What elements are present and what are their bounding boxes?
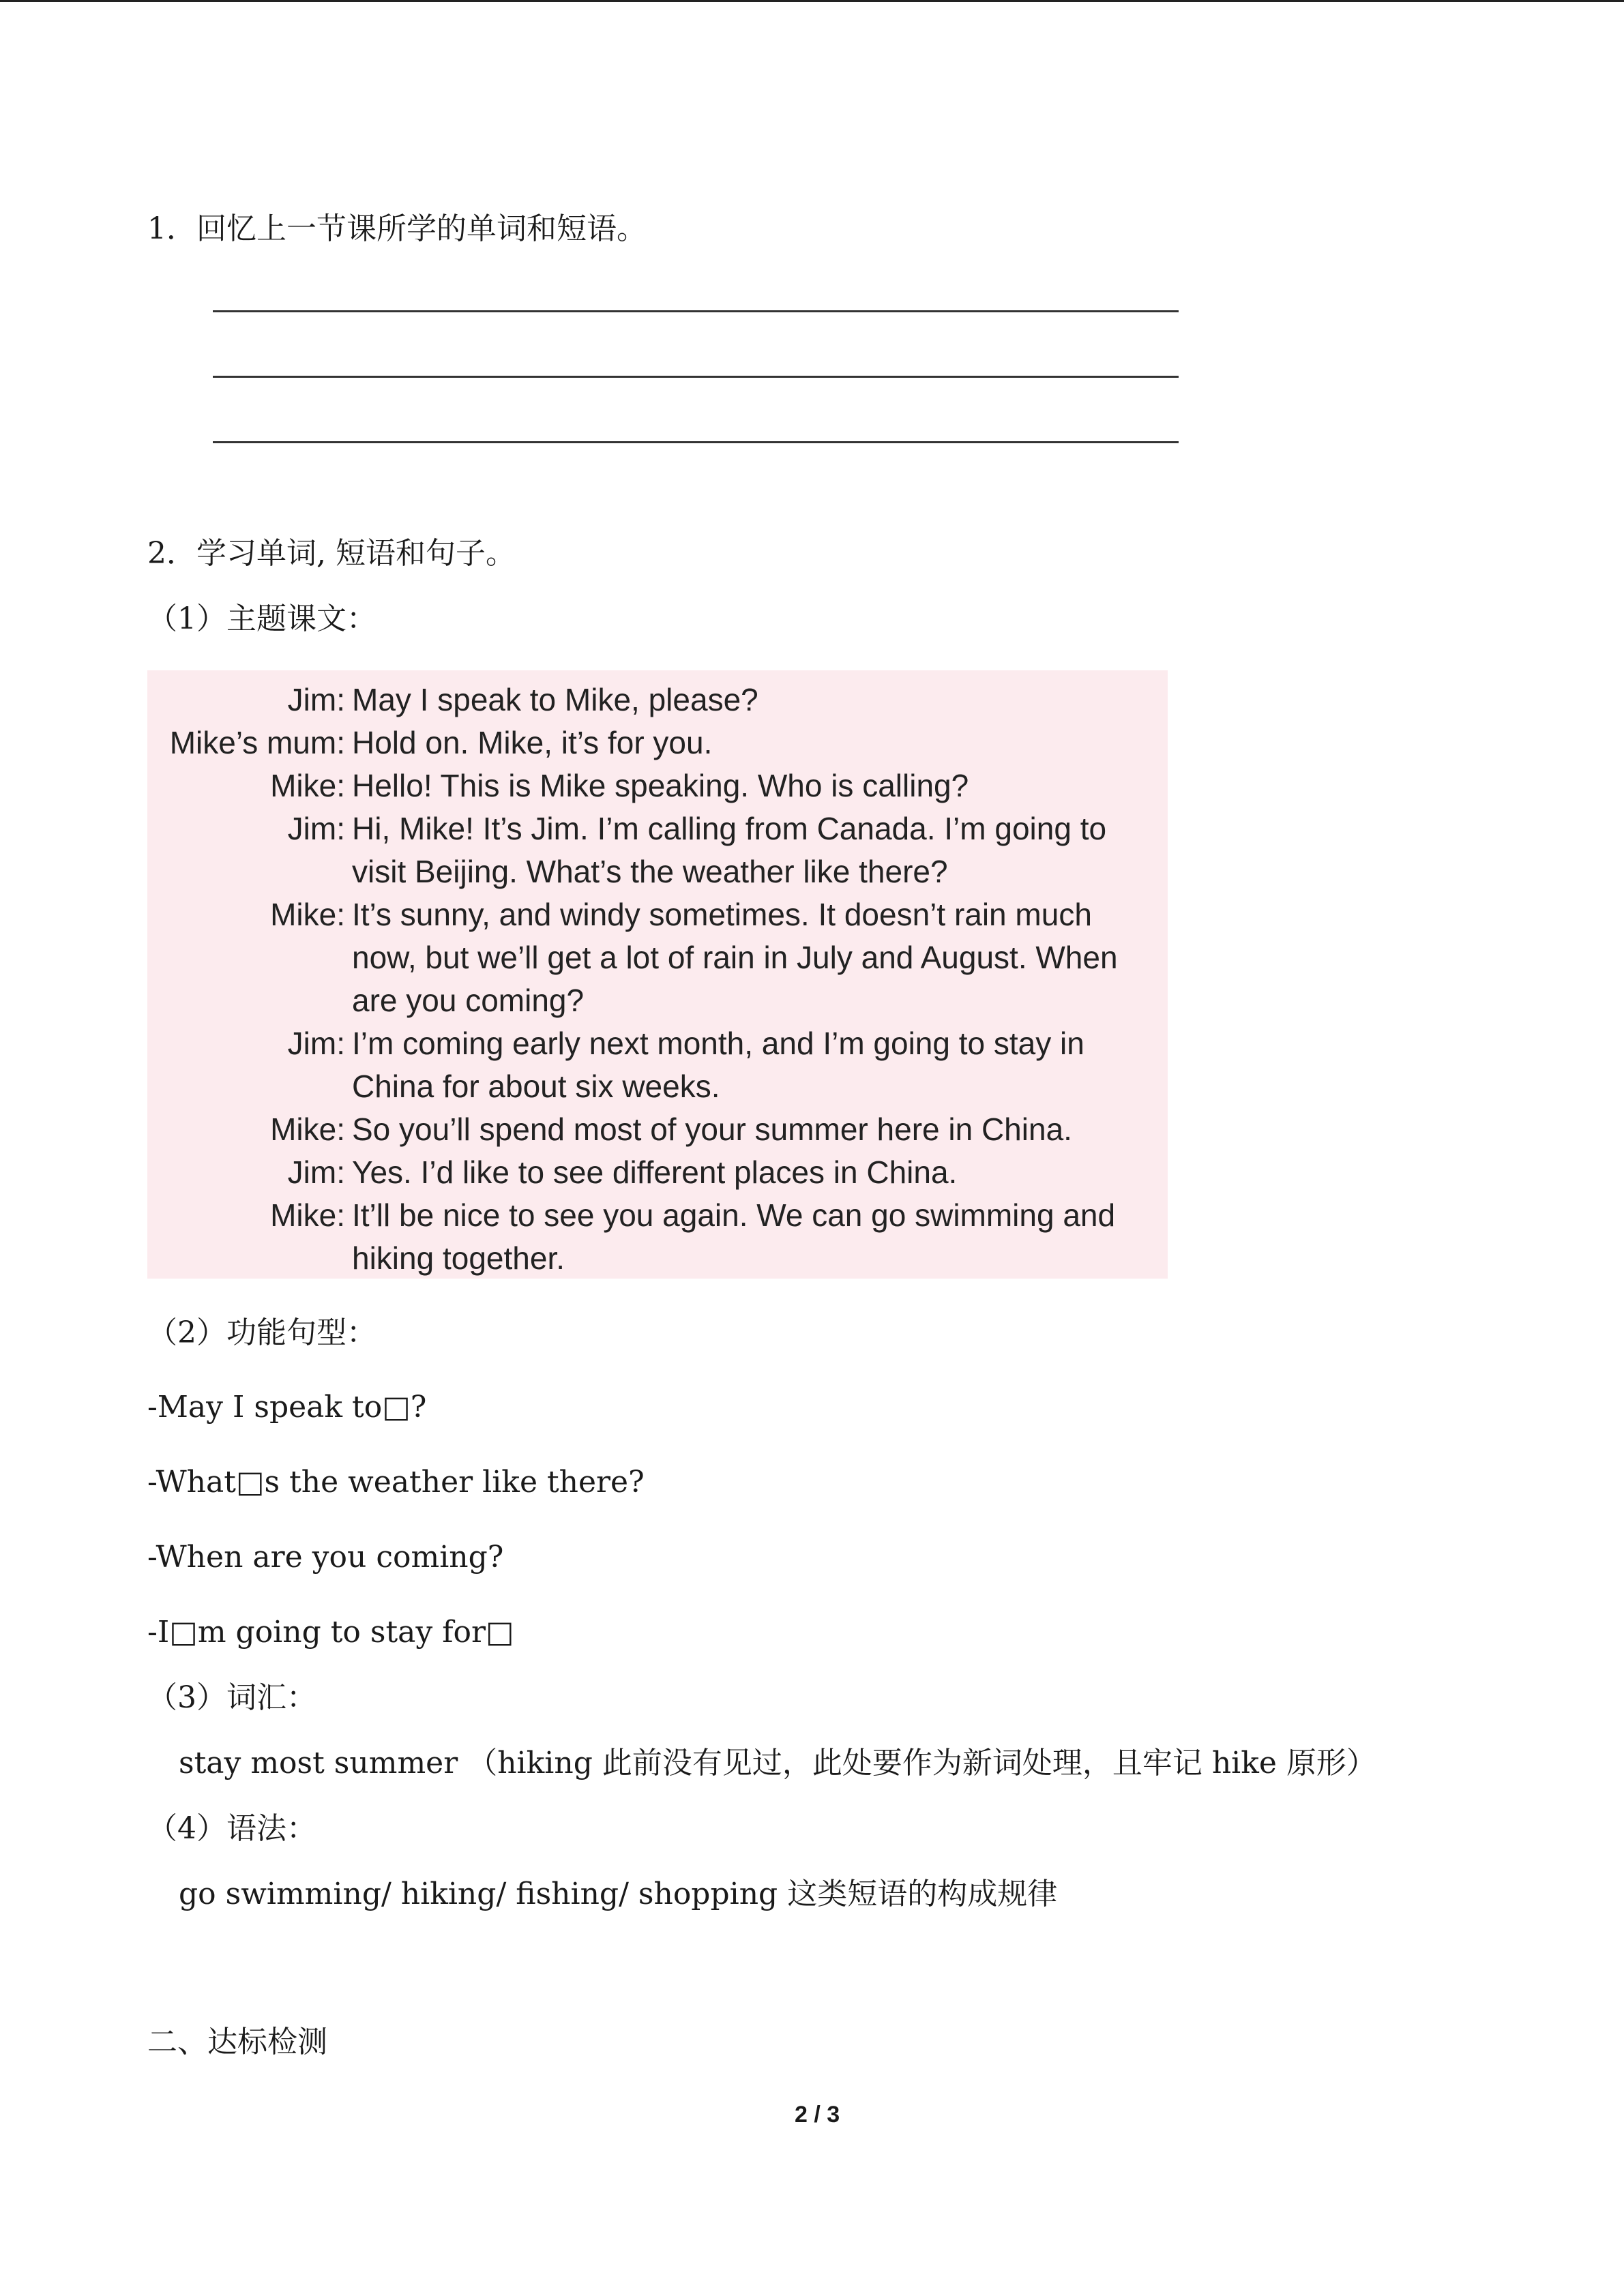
sub4-heading: （4）语法： bbox=[147, 1811, 316, 1846]
dialog-line: It’ll be nice to see you again. We can go swimming and bbox=[352, 1197, 1116, 1233]
dialog-line: are you coming? bbox=[352, 983, 585, 1018]
dialog-line: Hello! This is Mike speaking. Who is calling? bbox=[352, 768, 969, 803]
sub2-heading: （2）功能句型： bbox=[147, 1315, 377, 1350]
dialog-line: now, but we’ll get a lot of rain in July and August. When bbox=[352, 940, 1118, 975]
vocab-line: stay most summer （hiking 此前没有见过，此处要作为新词处理，且牢记 hike 原形） bbox=[179, 1746, 1376, 1780]
dialog-line: So you’ll spend most of your summer here in China. bbox=[352, 1112, 1072, 1147]
dialog-line: Yes. I’d like to see different places in China. bbox=[352, 1154, 958, 1190]
pattern-1: -May I speak to□? bbox=[147, 1390, 427, 1425]
part2-heading: 二、达标检测 bbox=[147, 2025, 327, 2059]
page-number: 2 / 3 bbox=[795, 2102, 840, 2128]
dialog-turn bbox=[147, 807, 1168, 893]
sub1-heading: （1）主题课文： bbox=[147, 601, 377, 636]
dialog-line: It’s sunny, and windy sometimes. It doesn’t rain much bbox=[352, 897, 1092, 932]
dialog-speaker: Mike’s mum: bbox=[169, 725, 345, 760]
pattern-4: -I□m going to stay for□ bbox=[147, 1615, 514, 1650]
dialog-speaker: Mike: bbox=[270, 897, 345, 932]
dialog-turn bbox=[147, 1108, 1168, 1151]
section2-title: 2．学习单词, 短语和句子。 bbox=[147, 536, 516, 571]
dialog-turn bbox=[147, 1022, 1168, 1108]
sub3-heading: （3）词汇： bbox=[147, 1680, 316, 1715]
dialog-line: Hi, Mike! It’s Jim. I’m calling from Canada. I’m going to bbox=[352, 811, 1107, 846]
dialog-speaker: Mike: bbox=[270, 1112, 345, 1147]
dialog-speaker: Jim: bbox=[287, 682, 345, 717]
dialog-line: May I speak to Mike, please? bbox=[352, 682, 758, 717]
answer-line-3[interactable] bbox=[213, 441, 1179, 443]
dialog-line: Hold on. Mike, it’s for you. bbox=[352, 725, 713, 760]
dialog-turn bbox=[147, 1194, 1168, 1280]
dialog-speaker: Jim: bbox=[287, 1154, 345, 1190]
pattern-3: -When are you coming? bbox=[147, 1540, 504, 1575]
answer-line-2[interactable] bbox=[213, 376, 1179, 378]
dialog-turn bbox=[147, 764, 1168, 807]
section1-title: 1．回忆上一节课所学的单词和短语。 bbox=[147, 211, 647, 246]
dialog-turn bbox=[147, 1151, 1168, 1194]
dialog-line: visit Beijing. What’s the weather like there? bbox=[352, 854, 948, 889]
dialog-line: hiking together. bbox=[352, 1240, 565, 1276]
dialog-turn bbox=[147, 893, 1168, 1022]
dialog-line: I’m coming early next month, and I’m going to stay in bbox=[352, 1026, 1084, 1061]
page-top-border bbox=[0, 0, 1624, 2]
answer-line-1[interactable] bbox=[213, 310, 1179, 312]
dialog-box bbox=[147, 670, 1168, 1279]
dialog-speaker: Jim: bbox=[287, 811, 345, 846]
dialog-line: China for about six weeks. bbox=[352, 1069, 720, 1104]
dialog-turn bbox=[147, 721, 1168, 764]
grammar-line: go swimming/ hiking/ fishing/ shopping 这类短语的构成规律 bbox=[179, 1877, 1058, 1911]
dialog-speaker: Mike: bbox=[270, 768, 345, 803]
pattern-2: -What□s the weather like there? bbox=[147, 1465, 645, 1500]
dialog-turn bbox=[147, 679, 1168, 721]
dialog-speaker: Mike: bbox=[270, 1197, 345, 1233]
dialog-speaker: Jim: bbox=[287, 1026, 345, 1061]
